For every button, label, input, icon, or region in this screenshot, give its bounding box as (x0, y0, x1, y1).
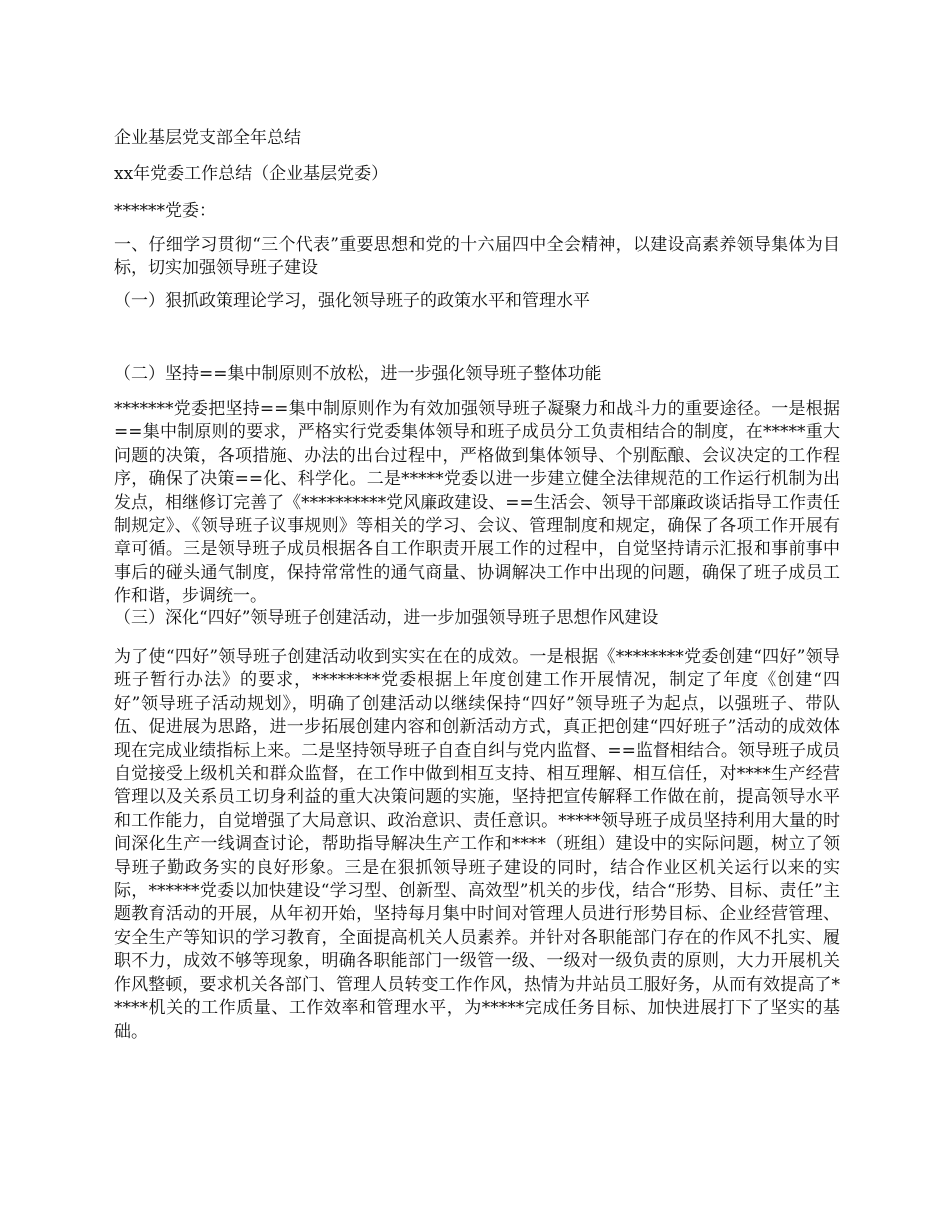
heading-one: 一、仔细学习贯彻“三个代表”重要思想和党的十六届四中全会精神，以建设高素养领导集体为目标，切实加强领导班子建设 (114, 235, 840, 279)
body-paragraph-2: 为了使“四好”领导班子创建活动收到实实在在的成效。一是根据《********党委创建“四好”领导班子暂行办法》的要求，********党委根据上年度创建工作开展情况，制定了年度《创建“四好”领导班子活动规划》，明确了创建活动以继续保持“四好”领导班子为起点，以强班子、带队伍、促进展为思路，进一步拓展创建内容和创新活动方式，真正把创建“四好班子”活动的成效体现在完成业绩指标上来。二是坚持领导班子自查自纠与党内监督、==监督相结合。领导班子成员自觉接受上级机关和群众监督，在工作中做到相互支持、相互理解、相互信任，对****生产经营管理以及关系员工切身利益的重大决策问题的实施，坚持把宣传解释工作做在前，提高领导水平和工作能力，自觉增强了大局意识、政治意识、责任意识。*****领导班子成员坚持利用大量的时间深化生产一线调查讨论，帮助指导解决生产工作和****（班组）建设中的实际问题，树立了领导班子勤政务实的良好形象。三是在狠抓领导班子建设的同时，结合作业区机关运行以来的实际，******党委以加快建设“学习型、创新型、高效型”机关的步伐，结合“形势、目标、责任”主题教育活动的开展，从年初开始，坚持每月集中时间对管理人员进行形势目标、企业经营管理、安全生产等知识的学习教育，全面提高机关人员素养。并针对各职能部门存在的作风不扎实、履职不力，成效不够等现象，明确各职能部门一级管一级、一级对一级负责的原则，大力开展机关作风整顿，要求机关各部门、管理人员转变工作作风，热情为井站员工服好务，从而有效提高了*****机关的工作质量、工作效率和管理水平，为*****完成任务目标、加快进展打下了坚实的基础。 (114, 647, 840, 1042)
salutation: ******党委： (114, 201, 216, 221)
document-title: 企业基层党支部全年总结 (114, 128, 301, 148)
section-heading-3: （三）深化“四好”领导班子创建活动，进一步加强领导班子思想作风建设 (114, 608, 659, 628)
section-heading-1: （一）狠抓政策理论学习，强化领导班子的政策水平和管理水平 (114, 291, 590, 311)
section-heading-2: （二）坚持==集中制原则不放松，进一步强化领导班子整体功能 (114, 364, 602, 384)
document-subtitle: xx年党委工作总结（企业基层党委） (114, 164, 389, 184)
body-paragraph-1: *******党委把坚持==集中制原则作为有效加强领导班子凝聚力和战斗力的重要途径。一是根据==集中制原则的要求，严格实行党委集体领导和班子成员分工负责相结合的制度，在*****重大问题的决策，各项措施、办法的出台过程中，严格做到集体领导、个别酝酿、会议决定的工作程序，确保了决策==化、科学化。二是*****党委以进一步建立健全法律规范的工作运行机制为出发点，相继修订完善了《**********党风廉政建设、==生活会、领导干部廉政谈话指导工作责任制规定》、《领导班子议事规则》等相关的学习、会议、管理制度和规定，确保了各项工作开展有章可循。三是领导班子成员根据各自工作职责开展工作的过程中，自觉坚持请示汇报和事前事中事后的碰头通气制度，保持常常性的通气商量、协调解决工作中出现的问题，确保了班子成员工作和谐，步调统一。 (114, 399, 840, 607)
